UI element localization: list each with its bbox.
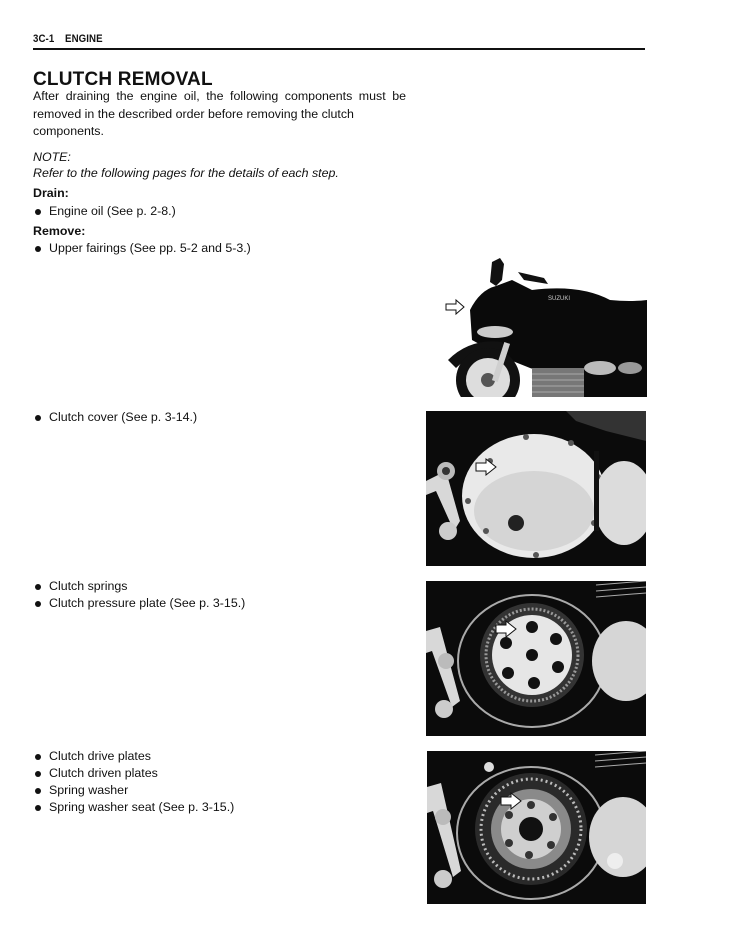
bullet-icon bbox=[35, 788, 41, 794]
note-label: NOTE: bbox=[33, 150, 71, 164]
list-item-text: Clutch driven plates bbox=[49, 766, 158, 780]
intro-paragraph bbox=[33, 88, 406, 141]
bullet-icon bbox=[35, 584, 41, 590]
list-item bbox=[33, 782, 234, 799]
figure-clutch-plates bbox=[427, 751, 646, 904]
remove-list-group-1 bbox=[33, 240, 251, 257]
list-item-text: Spring washer bbox=[49, 783, 129, 797]
list-item bbox=[33, 748, 234, 765]
bullet-icon bbox=[35, 209, 41, 215]
drain-list bbox=[33, 203, 176, 220]
list-item-text: Clutch springs bbox=[49, 579, 128, 593]
bullet-icon bbox=[35, 805, 41, 811]
clutch-plates-illustration bbox=[427, 751, 646, 904]
list-item bbox=[33, 240, 251, 257]
bullet-icon bbox=[35, 601, 41, 607]
bullet-icon bbox=[35, 246, 41, 252]
bullet-icon bbox=[35, 771, 41, 777]
list-item-text: Engine oil (See p. 2-8.) bbox=[49, 204, 176, 218]
list-item bbox=[33, 578, 245, 595]
list-item bbox=[33, 799, 234, 816]
remove-list-group-2 bbox=[33, 409, 197, 426]
motorcycle-illustration bbox=[440, 250, 647, 397]
list-item bbox=[33, 765, 234, 782]
arrow-icon bbox=[446, 300, 464, 314]
list-item-text: Clutch drive plates bbox=[49, 749, 151, 763]
header-rule bbox=[33, 48, 645, 50]
intro-text: After draining the engine oil, the following components must be removed in the described order before removing the clutch bbox=[33, 89, 406, 121]
remove-list-group-4 bbox=[33, 748, 234, 816]
list-item bbox=[33, 203, 176, 220]
bullet-icon bbox=[35, 415, 41, 421]
remove-label: Remove: bbox=[33, 224, 86, 238]
list-item-text: Clutch cover (See p. 3-14.) bbox=[49, 410, 198, 424]
list-item-text: Spring washer seat (See p. 3-15.) bbox=[49, 800, 235, 814]
figure-clutch-pressure-plate bbox=[426, 581, 646, 736]
remove-list-group-3 bbox=[33, 578, 245, 612]
pressure-plate-illustration bbox=[426, 581, 646, 736]
section-title: ENGINE bbox=[65, 33, 103, 45]
page-title: CLUTCH REMOVAL bbox=[33, 69, 213, 90]
drain-label: Drain: bbox=[33, 186, 69, 200]
section-number: 3C-1 bbox=[33, 33, 55, 45]
bullet-icon bbox=[35, 754, 41, 760]
list-item bbox=[33, 409, 197, 426]
note-text: Refer to the following pages for the details of each step. bbox=[33, 166, 339, 180]
intro-text-last-line: components. bbox=[33, 124, 104, 138]
running-head bbox=[33, 33, 103, 45]
figure-motorcycle-upper-fairing bbox=[440, 250, 647, 397]
list-item bbox=[33, 595, 245, 612]
list-item-text: Clutch pressure plate (See p. 3-15.) bbox=[49, 596, 246, 610]
list-item-text: Upper fairings (See pp. 5-2 and 5-3.) bbox=[49, 241, 251, 255]
tank-logo-text: SUZUKI bbox=[548, 296, 571, 302]
clutch-cover-illustration bbox=[426, 411, 646, 566]
figure-clutch-cover bbox=[426, 411, 646, 566]
